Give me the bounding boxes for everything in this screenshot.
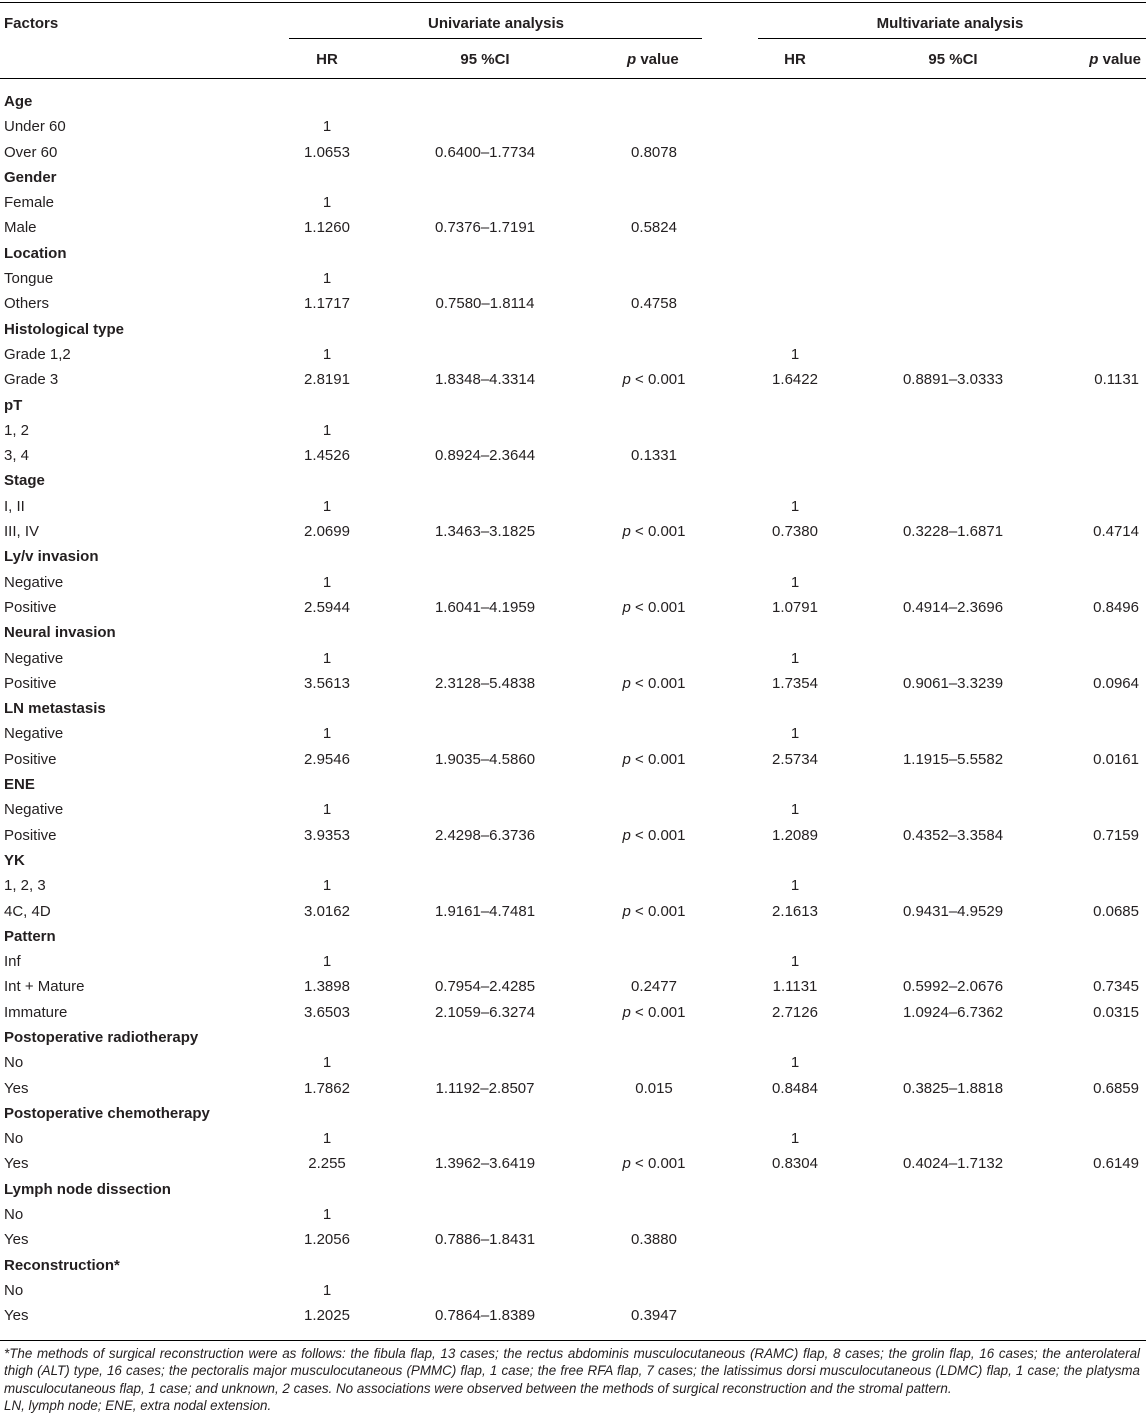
group-header-row [0, 925, 1146, 950]
multi-hr-cell: 0.8304 [772, 1155, 818, 1173]
group-header-row [0, 166, 1146, 191]
hr-cell: 1 [322, 801, 332, 819]
ci-cell: 2.4298–6.3736 [434, 826, 536, 844]
hr-cell: 2.255 [308, 1155, 346, 1173]
p-value-cell: p < 0.001 [622, 750, 686, 768]
multi-hr-cell: 1 [790, 801, 800, 819]
hr-cell: 1 [322, 1206, 332, 1224]
hr-cell: 1 [322, 1130, 332, 1148]
p-value-cell: 0.3880 [631, 1231, 677, 1249]
row-label: Reconstruction* [4, 1256, 120, 1274]
table-row [0, 798, 1146, 823]
multi-hr-cell: 1 [790, 573, 800, 591]
table-row [0, 874, 1146, 899]
multi-hr-cell: 1 [790, 1054, 800, 1072]
multi-hr-cell: 1 [790, 953, 800, 971]
multi-hr-cell: 1.6422 [772, 371, 818, 389]
hr-cell: 1 [322, 497, 332, 515]
row-label: Age [4, 93, 33, 110]
multivariate-underline [758, 38, 1146, 39]
multi-hr-cell: 1.0791 [772, 598, 818, 616]
table-row [0, 115, 1146, 140]
hr-cell: 1 [322, 953, 332, 971]
footnote [4, 1345, 1140, 1415]
hr-cell: 1 [322, 877, 332, 895]
hr-cell: 1 [322, 421, 332, 439]
multi-hr-cell: 1 [790, 649, 800, 667]
hr-cell: 1 [322, 194, 332, 212]
multi-ci-cell: 0.4914–2.3696 [902, 598, 1004, 616]
hr-cell: 1.0653 [304, 143, 350, 161]
table-row [0, 292, 1146, 317]
multi-ci-cell: 1.1915–5.5582 [902, 750, 1004, 768]
row-label: Location [4, 244, 67, 262]
group-header-row [0, 394, 1146, 419]
group-header-row [0, 242, 1146, 267]
hr-cell: 1.3898 [304, 978, 350, 996]
p-value-cell: 0.4758 [631, 295, 677, 313]
multi-p-value-cell: 0.4714 [1093, 523, 1139, 541]
hr-cell: 1 [322, 1054, 332, 1072]
table-row [0, 596, 1146, 621]
multi-p-value-cell: 0.6149 [1093, 1155, 1139, 1173]
multi-ci-cell: 0.4352–3.3584 [902, 826, 1004, 844]
hr-cell: 1 [322, 270, 332, 288]
row-label: Female [4, 194, 55, 212]
row-label: Yes [4, 1307, 29, 1325]
table-row [0, 1203, 1146, 1228]
table-row [0, 722, 1146, 747]
table-row [0, 950, 1146, 975]
table-row [0, 647, 1146, 672]
factors-header: Factors [4, 15, 59, 32]
multi-ci-cell: 0.8891–3.0333 [902, 371, 1004, 389]
row-label: LN metastasis [4, 700, 106, 718]
p-value-cell: p < 0.001 [622, 826, 686, 844]
table-row [0, 1228, 1146, 1253]
table-row [0, 571, 1146, 596]
uni-ci-header: 95 %CI [460, 51, 510, 68]
row-label: Yes [4, 1231, 29, 1249]
row-label: Positive [4, 826, 57, 844]
row-label: No [4, 1206, 24, 1224]
ci-cell: 2.3128–5.4838 [434, 674, 536, 692]
ci-cell: 1.1192–2.8507 [435, 1079, 535, 1097]
multivariate-header: Multivariate analysis [876, 15, 1024, 32]
multi-hr-header: HR [784, 51, 806, 68]
multi-p-value-cell: 0.8496 [1093, 598, 1139, 616]
row-label: Negative [4, 725, 64, 743]
ci-cell: 0.8924–2.3644 [434, 447, 536, 465]
multi-hr-cell: 1.1131 [772, 978, 818, 996]
row-label: Lymph node dissection [4, 1180, 171, 1198]
hr-cell: 1.2025 [304, 1307, 350, 1325]
p-value-cell: p < 0.001 [622, 1003, 686, 1021]
hr-cell: 3.9353 [304, 826, 350, 844]
row-label: Over 60 [4, 143, 58, 161]
group-header-row [0, 90, 1146, 115]
multi-p-value-cell: 0.7159 [1093, 826, 1139, 844]
hr-cell: 1.2056 [304, 1231, 350, 1249]
row-label: Neural invasion [4, 624, 116, 642]
table-row [0, 343, 1146, 368]
multi-hr-cell: 1.7354 [772, 674, 818, 692]
ci-cell: 1.3962–3.6419 [434, 1155, 536, 1173]
multi-hr-cell: 1 [790, 497, 800, 515]
p-value-cell: p < 0.001 [622, 1155, 686, 1173]
p-value-cell: 0.3947 [631, 1307, 677, 1325]
row-label: pT [4, 396, 23, 414]
multi-p-value-cell: 0.0315 [1093, 1003, 1139, 1021]
row-label: Negative [4, 649, 64, 667]
row-label: Negative [4, 573, 64, 591]
multi-hr-cell: 2.5734 [772, 750, 818, 768]
row-label: ENE [4, 776, 35, 794]
row-label: Male [4, 219, 37, 237]
group-header-row [0, 1254, 1146, 1279]
row-label: Others [4, 295, 50, 313]
row-label: YK [4, 851, 25, 869]
row-label: 1, 2 [4, 421, 30, 439]
table-body [0, 90, 1146, 1330]
table-row [0, 1001, 1146, 1026]
header-rule [0, 78, 1146, 79]
row-label: 4C, 4D [4, 902, 51, 920]
row-label: No [4, 1281, 24, 1299]
row-label: Histological type [4, 320, 125, 338]
table-row [0, 1051, 1146, 1076]
p-value-cell: p < 0.001 [622, 371, 686, 389]
hr-cell: 3.0162 [304, 902, 350, 920]
uni-hr-header: HR [316, 51, 338, 68]
hr-cell: 3.6503 [304, 1003, 350, 1021]
group-header-row [0, 1102, 1146, 1127]
p-value-cell: p < 0.001 [622, 902, 686, 920]
p-value-cell: 0.015 [635, 1079, 673, 1097]
group-header-row [0, 1026, 1146, 1051]
table-row [0, 216, 1146, 241]
row-label: Yes [4, 1155, 29, 1173]
hr-cell: 2.8191 [304, 371, 350, 389]
row-label: Postoperative radiotherapy [4, 1028, 199, 1046]
table-row [0, 1304, 1146, 1329]
table-row [0, 1077, 1146, 1102]
hr-cell: 1 [322, 573, 332, 591]
ci-cell: 0.7580–1.8114 [435, 295, 535, 313]
ci-cell: 0.7376–1.7191 [434, 219, 536, 237]
row-label: I, II [4, 497, 25, 515]
p-value-cell: 0.5824 [631, 219, 677, 237]
row-label: Positive [4, 674, 57, 692]
bottom-rule [0, 1340, 1146, 1341]
table-row [0, 419, 1146, 444]
row-label: Immature [4, 1003, 68, 1021]
row-label: Gender [4, 168, 57, 186]
univariate-header: Univariate analysis [428, 15, 564, 32]
table-row [0, 1127, 1146, 1152]
table-row [0, 368, 1146, 393]
uni-p-header: p value [627, 51, 679, 68]
ci-cell: 1.3463–3.1825 [434, 523, 536, 541]
p-value-cell: p < 0.001 [622, 674, 686, 692]
hr-cell: 1.1260 [304, 219, 350, 237]
multi-hr-cell: 1.2089 [772, 826, 818, 844]
ci-cell: 1.9161–4.7481 [434, 902, 536, 920]
hr-cell: 1 [322, 725, 332, 743]
multi-ci-cell: 0.9431–4.9529 [902, 902, 1004, 920]
ci-cell: 1.9035–4.5860 [434, 750, 536, 768]
row-label: Postoperative chemotherapy [4, 1104, 210, 1122]
group-header-row [0, 849, 1146, 874]
row-label: No [4, 1130, 24, 1148]
hr-cell: 1 [322, 345, 332, 363]
group-header-row [0, 469, 1146, 494]
multi-p-value-cell: 0.7345 [1093, 978, 1139, 996]
ci-cell: 0.7886–1.8431 [434, 1231, 536, 1249]
row-label: Grade 3 [4, 371, 59, 389]
p-value-cell: p < 0.001 [622, 523, 686, 541]
row-label: Pattern [4, 927, 56, 945]
multi-ci-header: 95 %CI [928, 51, 978, 68]
ci-cell: 1.6041–4.1959 [434, 598, 536, 616]
group-header-row [0, 545, 1146, 570]
table-row [0, 1152, 1146, 1177]
p-value-cell: 0.2477 [631, 978, 677, 996]
row-label: Tongue [4, 270, 54, 288]
row-label: Positive [4, 598, 57, 616]
table-row [0, 748, 1146, 773]
group-header-row [0, 773, 1146, 798]
hr-cell: 1 [322, 649, 332, 667]
multi-p-header: p value [1089, 51, 1141, 68]
univariate-underline [289, 38, 702, 39]
hr-cell: 1.4526 [304, 447, 350, 465]
hr-cell: 1 [322, 118, 332, 136]
hr-cell: 2.0699 [304, 523, 350, 541]
multi-hr-cell: 2.7126 [772, 1003, 818, 1021]
multi-hr-cell: 0.7380 [772, 523, 818, 541]
multi-ci-cell: 0.3228–1.6871 [902, 523, 1004, 541]
multi-p-value-cell: 0.1131 [1094, 371, 1139, 389]
row-label: 3, 4 [4, 447, 30, 465]
hr-cell: 1.7862 [304, 1079, 350, 1097]
hr-cell: 2.5944 [304, 598, 350, 616]
multi-p-value-cell: 0.0685 [1093, 902, 1139, 920]
ci-cell: 0.6400–1.7734 [434, 143, 536, 161]
hr-cell: 1 [322, 1281, 332, 1299]
multi-hr-cell: 1 [790, 345, 800, 363]
table-row [0, 267, 1146, 292]
row-label: Int + Mature [4, 978, 85, 996]
multi-ci-cell: 0.5992–2.0676 [902, 978, 1004, 996]
hr-cell: 1.1717 [304, 295, 350, 313]
table-row [0, 444, 1146, 469]
multi-ci-cell: 0.9061–3.3239 [902, 674, 1004, 692]
footnote-reconstruction: *The methods of surgical reconstruction were as follows: the fibula flap, 13 cases; the rectus abdominis musculocutaneous (RAMC) flap, 8 cases; the grolin flap, 16 cases; the anterolateral thigh (ALT) type, 16 cases; the pectoralis major musculocutaneous (PMMC) flap, 1 case; the free RFA flap, 7 cases; the latissimus dorsi musculocutaneous (LDMC) flap, 1 case; the platysma musculocutaneous flap, 1 case; and unknown, 2 cases. No associations were observed between the methods of surgical reconstruction and the stromal pattern. [4, 1346, 1140, 1396]
ci-cell: 0.7864–1.8389 [434, 1307, 536, 1325]
top-rule [0, 2, 1146, 3]
multi-hr-cell: 2.1613 [772, 902, 818, 920]
multi-hr-cell: 1 [790, 725, 800, 743]
table-row [0, 900, 1146, 925]
multi-p-value-cell: 0.0964 [1093, 674, 1139, 692]
table-row [0, 495, 1146, 520]
table-row [0, 141, 1146, 166]
row-label: Negative [4, 801, 64, 819]
table-row [0, 975, 1146, 1000]
p-value-cell: 0.1331 [631, 447, 677, 465]
multi-p-value-cell: 0.6859 [1093, 1079, 1139, 1097]
table-row [0, 191, 1146, 216]
table-row [0, 824, 1146, 849]
row-label: Inf [4, 953, 21, 971]
row-label: Stage [4, 472, 45, 490]
multi-ci-cell: 1.0924–6.7362 [902, 1003, 1004, 1021]
ci-cell: 2.1059–6.3274 [434, 1003, 536, 1021]
row-label: Positive [4, 750, 57, 768]
p-value-cell: 0.8078 [631, 143, 677, 161]
hr-cell: 2.9546 [304, 750, 350, 768]
hr-cell: 3.5613 [304, 674, 350, 692]
p-value-cell: p < 0.001 [622, 598, 686, 616]
row-label: 1, 2, 3 [4, 877, 46, 895]
multi-ci-cell: 0.4024–1.7132 [902, 1155, 1004, 1173]
row-label: Ly/v invasion [4, 548, 99, 566]
multi-hr-cell: 1 [790, 1130, 800, 1148]
multi-p-value-cell: 0.0161 [1093, 750, 1139, 768]
multi-hr-cell: 0.8484 [772, 1079, 818, 1097]
group-header-row [0, 1178, 1146, 1203]
row-label: No [4, 1054, 24, 1072]
row-label: Yes [4, 1079, 29, 1097]
table-row [0, 672, 1146, 697]
group-header-row [0, 697, 1146, 722]
table-row [0, 520, 1146, 545]
group-header-row [0, 318, 1146, 343]
multi-ci-cell: 0.3825–1.8818 [902, 1079, 1004, 1097]
ci-cell: 0.7954–2.4285 [434, 978, 536, 996]
table-row [0, 1279, 1146, 1304]
multi-hr-cell: 1 [790, 877, 800, 895]
row-label: Grade 1,2 [4, 345, 71, 363]
row-label: Under 60 [4, 118, 66, 136]
group-header-row [0, 621, 1146, 646]
row-label: III, IV [4, 523, 40, 541]
footnote-abbreviations: LN, lymph node; ENE, extra nodal extension. [4, 1398, 272, 1414]
ci-cell: 1.8348–4.3314 [434, 371, 536, 389]
